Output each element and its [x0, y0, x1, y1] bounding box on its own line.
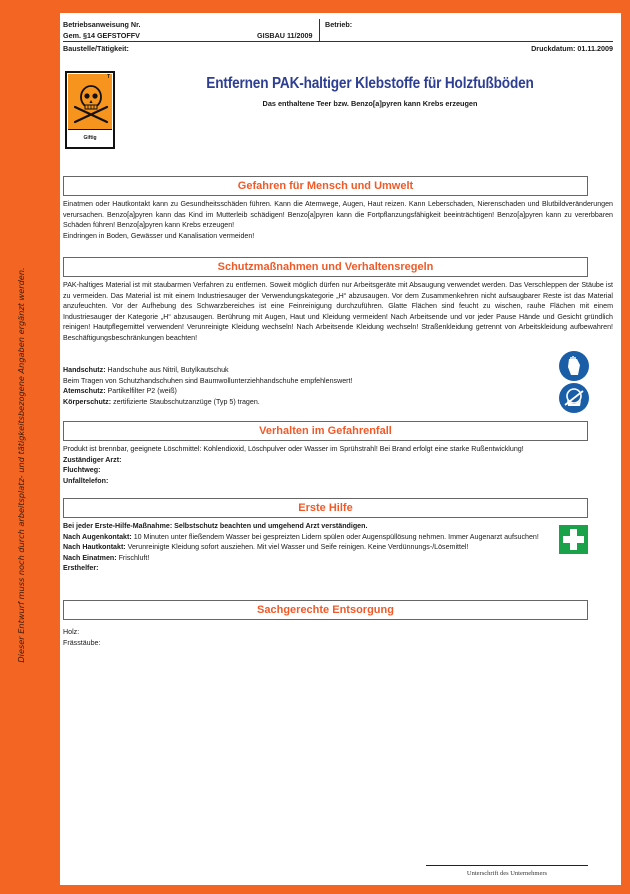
ersthelfer-label: Ersthelfer:	[63, 564, 99, 573]
betriebsanweisung-label: Betriebsanweisung Nr.	[63, 20, 141, 29]
ppe-list	[63, 365, 543, 407]
section-heading-gefahrenfall: Verhalten im Gefahrenfall	[63, 421, 588, 441]
handschutz-label: Handschutz:	[63, 366, 106, 374]
side-note-text: Dieser Entwurf muss noch durch arbeitsplatz- und tätigkeitsbezogene Angaben ergänzt werden.	[16, 267, 26, 663]
unfalltelefon-label: Unfalltelefon:	[63, 476, 109, 485]
section-heading-erste-hilfe: Erste Hilfe	[63, 498, 588, 518]
gem-label: Gem. §14 GEFSTOFFV	[63, 31, 140, 40]
augen-label: Nach Augenkontakt:	[63, 532, 132, 541]
signature-line	[426, 865, 588, 866]
haut-label: Nach Hautkontakt:	[63, 543, 126, 552]
augen-value: 10 Minuten unter fließendem Wasser bei gespreizten Lidern spülen oder Augenspüllösung nehmen. Immer Augenarzt aufsuchen!	[131, 532, 539, 541]
section-body-schutz	[63, 280, 613, 344]
section-body-gefahren	[63, 199, 613, 241]
atemschutz-value: Partikelfilter P2 (weiß)	[105, 387, 177, 396]
schutz-text: PAK-haltiges Material ist mit staubarmen Verfahren zu entfernen. Soweit möglich dürfen nur Arbeitsgeräte mit Absaugung verwendet werden. Das Verschleppen der Stäube ist zu vermeiden. Das Material ist mit einem Industriesauger der Verwendungskategorie „H“ abzusaugen. Vor dem Zusammenkehren nicht aufsaugbarer Reste ist das Material anzufeuchten. Vor der Aufhebung des Schwarzbereiches ist eine Feinreinigung durchzuführen. Glatte Flächen sind feucht zu wischen, rauhe Flächen mit einem Industriesauger der Kategorie „H“ abzusaugen. Berührung mit Augen, Haut und Kleidung vermeiden! Nach Arbeitsende und vor jeder Pause Hände und Gesicht gründlich reinigen! Hautpflegemittel verwenden! Verunreinigte Kleidung wechseln! Nach Arbeitsende Kleidung wechseln! Straßenkleidung getrennt von Arbeitskleidung aufbewahren! Beschäftigungsbeschränkungen beachten!	[63, 281, 613, 342]
fluchtweg-label: Fluchtweg:	[63, 466, 101, 475]
skull-crossbones-icon	[68, 74, 112, 129]
einatmen-label: Nach Einatmen:	[63, 553, 117, 562]
section-body-gefahrenfall	[63, 444, 613, 486]
side-note	[4, 250, 38, 680]
gefahrenfall-text: Produkt ist brennbar, geeignete Löschmittel: Kohlendioxid, Löschpulver oder Wasser im Sprühstrahl! Bei Brand erfolgt eine starke Rußentwicklung!	[63, 445, 524, 453]
print-date: Druckdatum: 01.11.2009	[531, 44, 613, 53]
haut-value: Verunreinigte Kleidung sofort ausziehen. Mit viel Wasser und Seife reinigen. Keine Verdünnungs-/Lösemittel!	[125, 543, 469, 552]
document-page	[60, 13, 621, 885]
page-subtitle: Das enthaltene Teer bzw. Benzo[a]pyren kann Krebs erzeugen	[262, 99, 478, 108]
holz-label: Holz:	[63, 628, 80, 636]
hazard-letter: T	[106, 74, 110, 80]
erste-hilfe-line1: Bei jeder Erste-Hilfe-Maßnahme: Selbstschutz beachten und umgehend Arzt verständigen.	[63, 522, 368, 530]
first-aid-cross-icon	[559, 525, 588, 554]
hazard-label: Giftig	[68, 129, 112, 146]
gefahren-text: Einatmen oder Hautkontakt kann zu Gesundheitsschäden führen. Kann die Atemwege, Augen, Haut reizen. Kann Leberschaden, Nierenschaden und Blutbildveränderungen verursachen. Benzo[a]pyren kann das Kind im Mutterleib schädigen! Benzo[a]pyren kann die Fortpflanzungsfähigkeit beeinträchtigen! Benzo[a]pyren kann zu vererbbaren Schäden führen! Benzo[a]pyren kann Krebs erzeugen!	[63, 200, 613, 230]
atemschutz-label: Atemschutz:	[63, 387, 106, 396]
section-heading-schutz: Schutzmaßnahmen und Verhaltensregeln	[63, 257, 588, 277]
section-heading-entsorgung: Sachgerechte Entsorgung	[63, 600, 588, 620]
fraesstaeube-label: Frässtäube:	[63, 638, 101, 647]
baustelle-label: Baustelle/Tätigkeit:	[63, 44, 129, 53]
signature-label: Unterschrift des Unternehmers	[466, 870, 548, 877]
handschutz-value: Handschuhe aus Nitril, Butylkautschuk	[105, 366, 229, 374]
einatmen-value: Frischluft!	[116, 553, 150, 562]
respirator-mask-icon	[559, 383, 589, 413]
gloves-icon	[559, 351, 589, 381]
betrieb-label: Betrieb:	[325, 20, 353, 29]
header-table	[63, 19, 613, 54]
hazard-symbol	[65, 71, 115, 149]
gisbau-code: GISBAU 11/2009	[257, 31, 313, 40]
koerperschutz-label: Körperschutz:	[63, 397, 112, 406]
section-body-entsorgung	[63, 627, 613, 648]
header-divider	[319, 19, 320, 41]
handschutz-note: Beim Tragen von Schutzhandschuhen sind Baumwollunterziehhandschuhe empfehlenswert!	[63, 376, 353, 385]
section-heading-gefahren: Gefahren für Mensch und Umwelt	[63, 176, 588, 196]
gefahren-text-2: Eindringen in Boden, Gewässer und Kanalisation vermeiden!	[63, 231, 255, 240]
koerperschutz-value: zertifizierte Staubschutzanzüge (Typ 5) tragen.	[111, 397, 260, 406]
section-body-erste-hilfe	[63, 521, 553, 574]
arzt-label: Zuständiger Arzt:	[63, 455, 122, 464]
page-title: Entfernen PAK-haltiger Klebstoffe für Holzfußböden	[206, 75, 534, 92]
